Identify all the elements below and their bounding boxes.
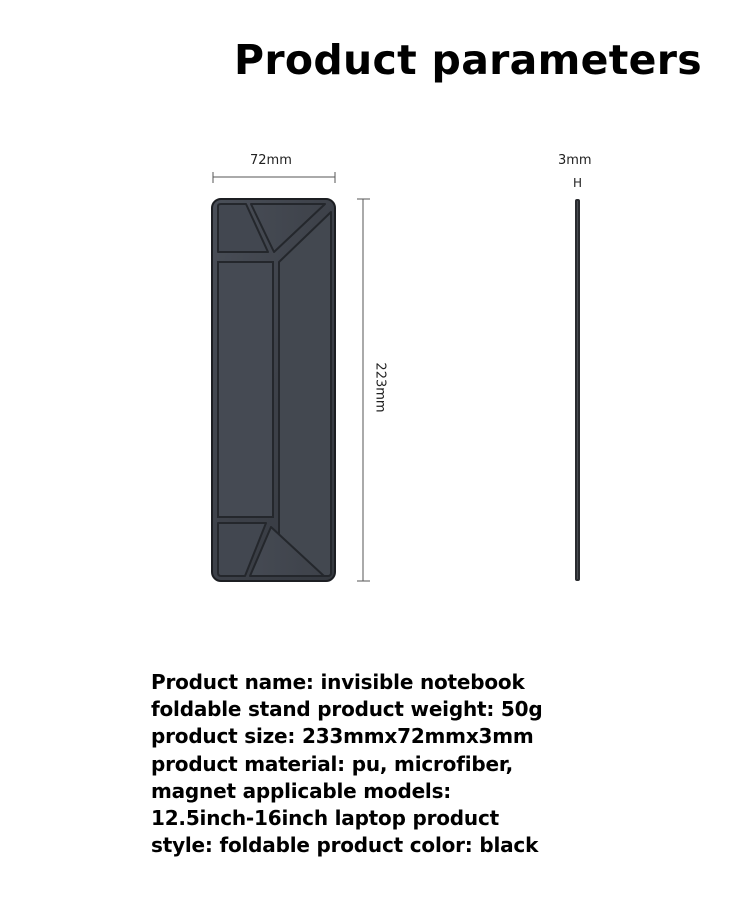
length-dimension-label: 223mm <box>372 362 388 413</box>
spec-line: style: foldable product color: black <box>151 833 539 858</box>
spec-line: foldable stand product weight: 50g <box>151 697 543 722</box>
page-title: Product parameters <box>234 36 703 84</box>
spec-line: 12.5inch-16inch laptop product <box>151 806 499 831</box>
spec-line: magnet applicable models: <box>151 778 452 803</box>
stand-side-view <box>575 199 580 581</box>
stand-front-view <box>212 199 335 581</box>
spec-line: product size: 233mmx72mmx3mm <box>151 724 534 749</box>
width-dimension-line <box>213 172 335 183</box>
spec-line: product material: pu, microfiber, <box>151 751 513 776</box>
width-dimension-label: 72mm <box>250 153 292 168</box>
spec-block <box>151 669 671 859</box>
spec-line: Product name: invisible notebook <box>151 670 525 694</box>
thickness-dimension-label: 3mm <box>558 153 592 168</box>
thickness-marker-label: H <box>573 176 583 190</box>
length-dimension-line <box>357 199 370 581</box>
